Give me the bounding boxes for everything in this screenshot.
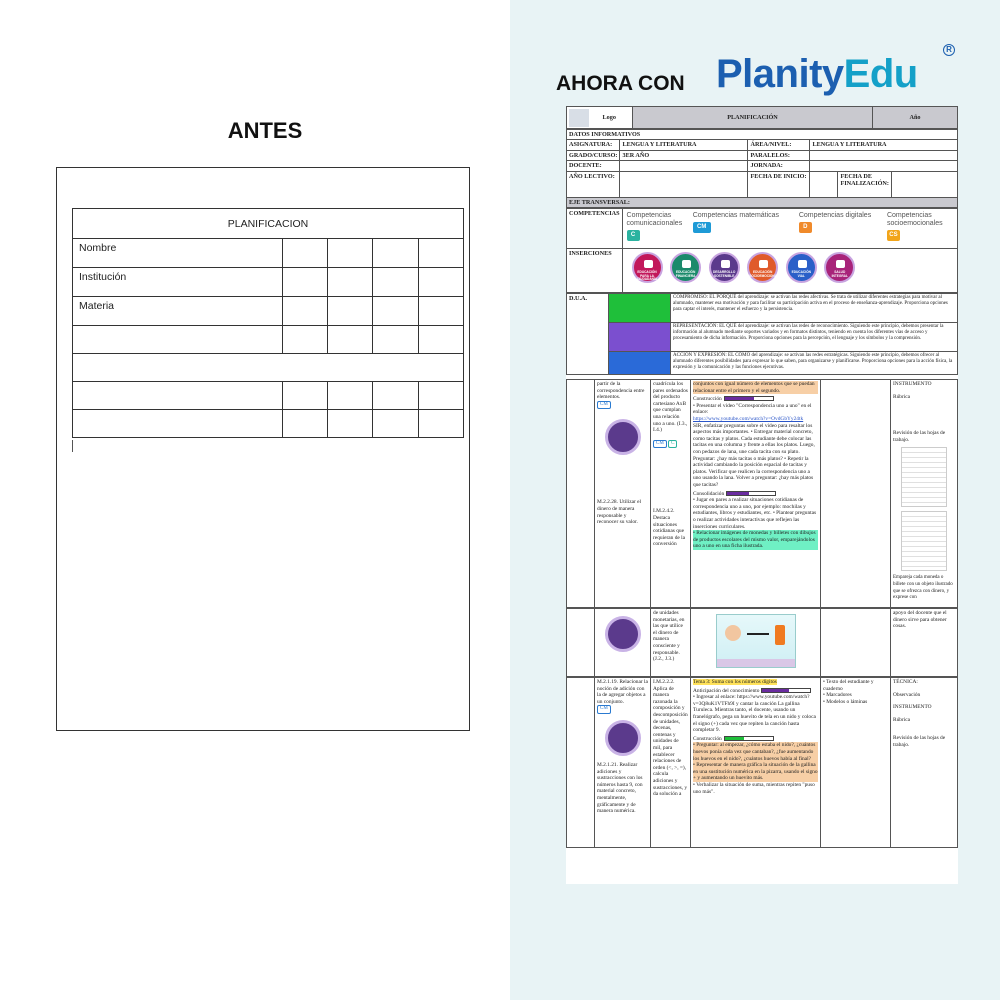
dua-representacion-swatch	[609, 323, 670, 351]
competencia-matematica: Competencias matemáticas CM	[693, 212, 793, 241]
logo-placeholder: Logo	[567, 107, 633, 129]
cm-tag-2: CM	[653, 440, 667, 449]
old-planning-table	[72, 208, 464, 438]
c-tag: C	[668, 440, 677, 449]
video-link-1[interactable]: https://www.youtube.com/watch?v=OvdGbYy24tk	[693, 416, 804, 422]
section-datos: DATOS INFORMATIVOS	[567, 130, 958, 140]
info-table: DATOS INFORMATIVOS ASIGNATURA: LENGUA Y LITERATURA ÁREA/NIVEL: LENGUA Y LITERATURA GRADO/CURSO: 3ER AÑO PARALELOS: DOCENTE: JORNADA: AÑO LECTIVO: FECHA DE INICIO: FECHA DE FINALIZACIÓN: EJE TRANSVERSAL:	[566, 129, 958, 208]
insercion-financiera-icon: EDUCACIÓN FINANCIERA	[670, 252, 701, 283]
doc-year: Año	[873, 107, 958, 129]
competencia-comunicacional: Competencias comunicacionales C	[627, 212, 687, 241]
insercion-socioemocional-icon: EDUCACIÓN SOCIOEMOCIONAL	[747, 252, 778, 283]
dua-table: D.U.A. COMPROMISO: EL PORQUÉ del aprendizaje: se activan las redes afectivas. Se trata de utilizar diferentes estrategias para motivar al alumnado, mantener esa motivación y para facilitar su participación activa en el proceso de enseñanza-aprendizaje. Proporciona opciones para captar el interés, mantener el esfuerzo y la persistencia. REPRESENTACIÓN: EL QUÉ del aprendizaje: se activan las redes de reconocimiento. Siguiendo este principio, debemos presentar la información al alumnado mediante soportes variados y en formatos distintos, teniendo en cuenta los diferentes vías de acceso y procesamiento de dicha información. Proporciona opciones para la percepción, el lenguaje y los símbolos y la comprensión. ACCIÓN Y EXPRESIÓN: EL CÓMO del aprendizaje: se activan las redes estratégicas. Siguiendo este principio, debemos ofrecer al alumnado diferentes posibilidades para expresar lo que saben, para organizarse y planificarse. Proporciona opciones para la acción física, la expresión y la comunicación y las funciones ejecutivas.	[566, 293, 958, 375]
cm-tag-3: CM	[597, 705, 611, 714]
after-panel	[510, 0, 1000, 1000]
activity-block-2: de unidades monetarias, en las que utilice el dinero de manera consciente y responsable. (J.2., J.3.) apoyo del docente que el dinero sirve para obtener cosas.	[566, 608, 958, 677]
competencia-digital: Competencias digitales D	[799, 212, 881, 241]
dua-compromiso-swatch	[609, 294, 670, 322]
competencia-socioemocional: Competencias socioemocionales CS	[887, 212, 953, 241]
dua-representacion: REPRESENTACIÓN: EL QUÉ del aprendizaje: se activan las redes de reconocimiento. Siguiendo este principio, debemos presentar la información al alumnado mediante soportes variados y en formatos distintos, teniendo en cuenta los diferentes vías de acceso y procesamiento de dicha información. Proporciona opciones para la percepción, el lenguaje y los símbolos y la comprensión.	[671, 323, 958, 352]
doc-header-table	[566, 106, 958, 129]
doc-title: PLANIFICACIÓN	[633, 107, 873, 129]
section-eje: EJE TRANSVERSAL:	[567, 197, 958, 207]
worksheet-thumbnail-2	[901, 511, 947, 571]
illustration-coins-image	[716, 614, 796, 668]
recurso-1: • Texto del estudiante y cuaderno	[823, 679, 874, 692]
before-title: ANTES	[227, 118, 303, 143]
planning-document	[566, 106, 958, 884]
anticipacion-progress	[761, 688, 811, 693]
old-planning-sheet	[56, 167, 470, 731]
cm-tag: CM	[597, 401, 611, 410]
insercion-vial-icon: EDUCACIÓN VIAL	[786, 252, 817, 283]
old-row-label-materia: Materia	[73, 297, 283, 326]
comunicacional-icon: C	[627, 230, 640, 241]
educacion-financiera-badge-icon-3	[605, 720, 641, 756]
after-title: AHORA CON	[556, 72, 685, 95]
old-table-heading: PLANIFICACION	[73, 209, 464, 239]
activity-block-3: M.2.1.19. Relacionar la noción de adición con la de agregar objetos a un conjunto. CM M.2.1.21. Realizar adiciones y sustracciones con los números hasta 9, con material concreto, mentalmente, gráficamente y de manera numérica. I.M.2.2.2. Aplica de manera razonada la composición y descomposición de unidades, decenas, centenas y unidades de mil, para establecer relaciones de orden (<, >, =), calcula adiciones y sustracciones, y da solución a Tema 3: Suma con los números dígitos Anticipación del conocimiento • Ingresar al enlace: https://www.youtube.com/watch?v=3Q8uK1VTFh9I y cantar la canción La gallina Turuleca. Mientras tanto, el docente, usando un franelógrafo, pega un huevito de tela en un nido y coloca el signo (+) cada vez que repiten la canción hasta completar 9. Construcción • Preguntar: al empezar, ¿cómo estaba el nido?, ¿cuántos huevos ponía cada vez que cantaban?, ¿fue aumentando los huevos en el nido?, ¿cuántos huevos había al final? • Representar de manera gráfica la situación de la gallina en una sustitución numérica en la pizarra, usando el signo + y aumentando un huevito más. • Verbalizar la situación de suma, mientras repiten "puso uno más". • Texto del estudiante y cuaderno • Marcadores • Modelos o láminas TÉCNICA: Observación INSTRUMENTO Rúbrica Revisión de las hojas de trabajo.	[566, 677, 958, 848]
matematica-icon: CM	[693, 222, 711, 233]
planityedu-logo: PlanityEdu	[716, 52, 918, 96]
construccion-progress	[724, 396, 774, 401]
activity-block-1: partir de la correspondencia entre elementos. CM M.2.2.28. Utilizar el dinero de manera responsable y reconocer su valor. cuadrícula los pares ordenados del producto cartesiano AxB que cumplan una relación uno a uno. (I.3., I.4.) CM C I.M.2.4.2. Destaca situaciones cotidianas que requieran de la conversión conjuntos con igual número de elementos que se puedan relacionar entre el primero y el segundo. Construcción • Presentar el video "Correspondencia uno a uno" en el enlace: https://www.youtube.com/watch?v=OvdGbYy24tk SIR, enfatizar preguntas sobre el video para resaltar los aspectos más importantes. • Entregar material concreto, como tacitas y platos. Cada estudiante debe colocar las tacitas en una columna y frente a ellas los platos. Luego, con pedazos de lana, une cada tacita con su plato. Preguntar: ¿hay más tacitas o más platos? • Repetir la actividad cambiando la posición espacial de tacitas y platos. Verificar que realicen la correspondencia uno a uno usando la lana. Volver a preguntar: ¿hay más platos que tacitas? Consolidación • Jugar en pares a realizar situaciones cotidianas de correspondencia uno a uno, por ejemplo: mochilas y estudiantes, libros y estudiantes, etc. • Plantear preguntas o realizar actividades interactivas que reflejen las inserciones curriculares. • Relacionar imágenes de monedas y billetes con dibujos de productos escolares del mismo valor, emparejándolos uno a uno en una ficha ilustrada. INSTRUMENTO Rúbrica Revisión de las hojas de trabajo. Empareja cada moneda o billete con un objeto ilustrado que se ofrezca con dinero, y exprese con	[566, 379, 958, 608]
recurso-3: • Modelos o láminas	[823, 698, 868, 705]
old-row-label-nombre: Nombre	[73, 239, 283, 268]
insercion-sostenible-icon: DESARROLLO SOSTENIBLE	[709, 252, 740, 283]
old-row-label-institucion: Institución	[73, 268, 283, 297]
text-cursor	[72, 440, 73, 452]
competencias-table: COMPETENCIAS Competencias comunicacionales C Competencias matemáticas CM Competencias digitales D Competencias socioemocionales CS INSERCIONES EDUCACIÓN PARA LA CIUDADANÍA EDUCACIÓN FINANCIERA DESARROLLO SOSTENIBLE EDUCACIÓN SOCIOEMOCIONAL EDUCACIÓN VIAL SALUD INTEGRAL	[566, 208, 958, 293]
recurso-2: • Marcadores	[823, 692, 852, 699]
educacion-financiera-badge-icon-2	[605, 616, 641, 652]
construccion-progress-2	[724, 736, 774, 741]
digital-icon: D	[799, 222, 812, 233]
dua-compromiso: COMPROMISO: EL PORQUÉ del aprendizaje: se activan las redes afectivas. Se trata de utilizar diferentes estrategias para motivar al alumnado, mantener esa motivación y para facilitar su participación activa en el proceso de enseñanza-aprendizaje. Proporciona opciones para captar el interés, mantener el esfuerzo y la persistencia.	[671, 294, 958, 323]
insercion-salud-icon: SALUD INTEGRAL	[824, 252, 855, 283]
worksheet-thumbnail-1	[901, 447, 947, 507]
dua-accion-swatch	[609, 352, 670, 374]
socioemocional-icon: CS	[887, 230, 900, 241]
insercion-ciudadania-icon: EDUCACIÓN PARA LA CIUDADANÍA	[632, 252, 663, 283]
consolidacion-progress	[726, 491, 776, 496]
dua-accion: ACCIÓN Y EXPRESIÓN: EL CÓMO del aprendizaje: se activan las redes estratégicas. Siguiendo este principio, debemos ofrecer al alumnado diferentes posibilidades para expresar lo que saben, para organizarse y planificarse. Proporciona opciones para la acción física, la expresión y la comunicación y las funciones ejecutivas.	[671, 352, 958, 375]
registered-mark-icon: R	[943, 44, 955, 56]
educacion-financiera-badge-icon	[605, 419, 641, 455]
